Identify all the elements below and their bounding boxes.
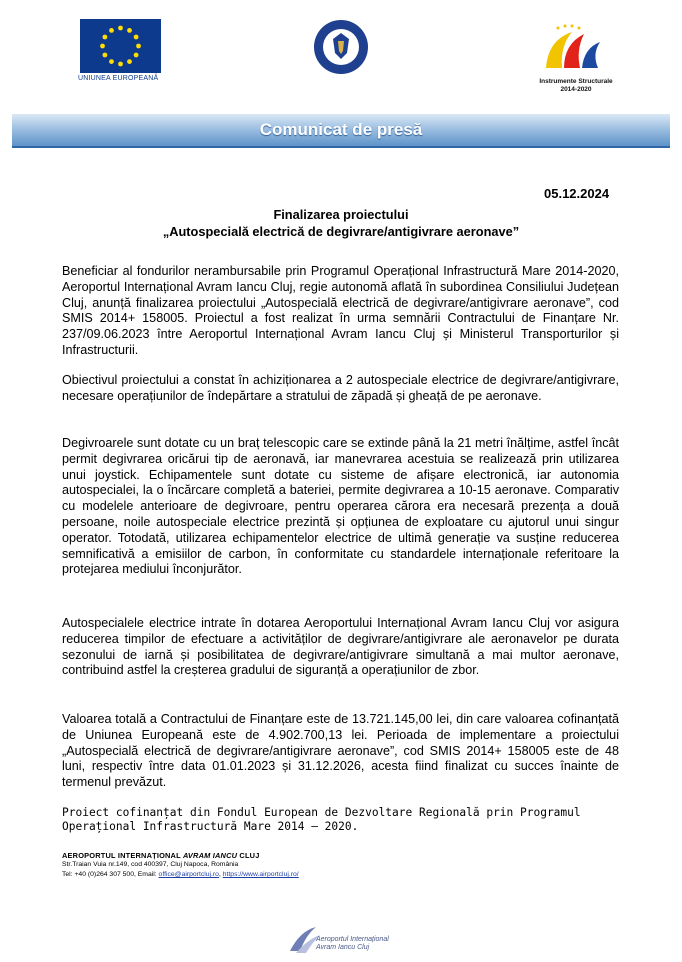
structural-instruments-label: [530, 78, 622, 94]
paragraph-contract-value: Valoarea totală a Contractului de Finanțare este de 13.721.145,00 lei, din care valoarea cofinanțată de Uniunea Europeană este de 4.902.700,13 lei. Perioada de implementare a proiectului „Autospecială electrică de degivrare/antigivrare aeronave”, cod SMIS 2014+ 158005 este de 48 luni, respectiv între data 01.01.2023 și 31.12.2026, acesta fiind finalizat cu succes înainte de termenul prevăzut.: [62, 712, 619, 790]
press-release-banner: [12, 114, 670, 148]
footer-address: Str.Traian Vuia nr.149, cod 400397, Cluj Napoca, România: [62, 861, 239, 868]
paragraph-cofinancing: Proiect cofinanțat din Fondul European de Dezvoltare Regională prin Programul Operațional Infrastructură Mare 2014 – 2020.: [62, 806, 581, 833]
footer-org-italic: AVRAM IANCU: [182, 851, 238, 860]
footer-separator: ,: [218, 871, 223, 878]
airport-logo-text: [316, 936, 389, 952]
structural-label-line1: Instrumente Structurale: [539, 78, 613, 85]
banner-title: Comunicat de presă: [259, 120, 423, 139]
airport-logo-line1: Aeroportul Internațional: [316, 936, 389, 943]
footer-org-prefix: AEROPORTUL INTERNAȚIONAL: [62, 851, 183, 860]
eu-flag-logo: [80, 19, 161, 73]
paragraph-objective: Obiectivul proiectului a constat în achiziționarea a 2 autospeciale electrice de degivrare/antigivrare, necesare operațiunilor de îndepărtare a stratului de zăpadă și gheață de pe aeronave.: [62, 373, 619, 403]
paragraph-benefits: Autospecialele electrice intrate în dotarea Aeroportului Internațional Avram Iancu Cluj vor asigura reducerea timpilor de efectuare a activităților de degivrare/antigivrare ale aeronavelor pe durata sezonului de iarnă și posibilitatea de degivrare/antigivrare simultană a mai multor aeronave, contribuind astfel la creșterea gradului de siguranță a operațiunilor de zbor.: [62, 616, 619, 678]
press-title-line2: „Autospecială electrică de degivrare/antigivrare aeronave”: [162, 224, 520, 239]
footer-tel: Tel: +40 (0)264 307 500, Email:: [62, 871, 159, 878]
footer-contact: [62, 871, 299, 878]
structural-instruments-logo: [538, 22, 608, 80]
structural-label-line2: 2014-2020: [560, 86, 592, 93]
press-date: 05.12.2024: [544, 186, 610, 201]
airport-logo-line2: Avram Iancu Cluj: [316, 944, 370, 951]
paragraph-equipment: Degivroarele sunt dotate cu un braț telescopic care se extinde până la 21 metri înălțime, astfel încât permit degivrarea oricărui tip de aeronavă, iar manevrarea acestuia se realizează prin utilizarea unui joystick. Echipamentele sunt dotate cu sisteme de afișare electronică, iar autonomia autospecialei, la o încărcare completă a bateriei, permite degivrarea a 10-15 aeronave. Comparativ cu modelele anterioare de degivroare, pentru operarea cărora era necesară prezența a două persoane, noile autospeciale electrice prezintă și opțiunea de exploatare cu ajutorul unui singur operator. Totodată, utilizarea echipamentelor electrice de ultimă generație va susține reducerea semnificativă a emisiilor de carbon, în conformitate cu standardele internaționale referitoare la protejarea mediului înconjurător.: [62, 436, 619, 577]
footer-organization: [62, 851, 260, 860]
eu-stars-icon: [80, 19, 161, 73]
paragraph-beneficiary: Beneficiar al fondurilor nerambursabile prin Programul Operațional Infrastructură Mare 2014-2020, Aeroportul Internațional Avram Iancu Cluj, regie autonomă aflată în subordinea Consiliului Județean Cluj, anunță finalizarea proiectului „Autospecială electrică de degivrare/antigivrare aeronave”, cod SMIS 2014+ 158005. Proiectul a fost realizat în urma semnării Contractului de Finanțare Nr. 237/09.06.2023 între Aeroportul Internațional Avram Iancu Cluj și Ministerul Transporturilor și Infrastructurii.: [62, 264, 619, 357]
press-title-line1: Finalizarea proiectului: [273, 207, 409, 222]
footer-email-link[interactable]: office@airportcluj.ro: [158, 871, 219, 878]
footer-website-link[interactable]: https://www.airportcluj.ro/: [222, 871, 299, 878]
government-seal-logo: [313, 19, 369, 75]
footer-org-suffix: CLUJ: [237, 851, 260, 860]
eu-label: UNIUNEA EUROPEANĂ: [78, 75, 159, 82]
